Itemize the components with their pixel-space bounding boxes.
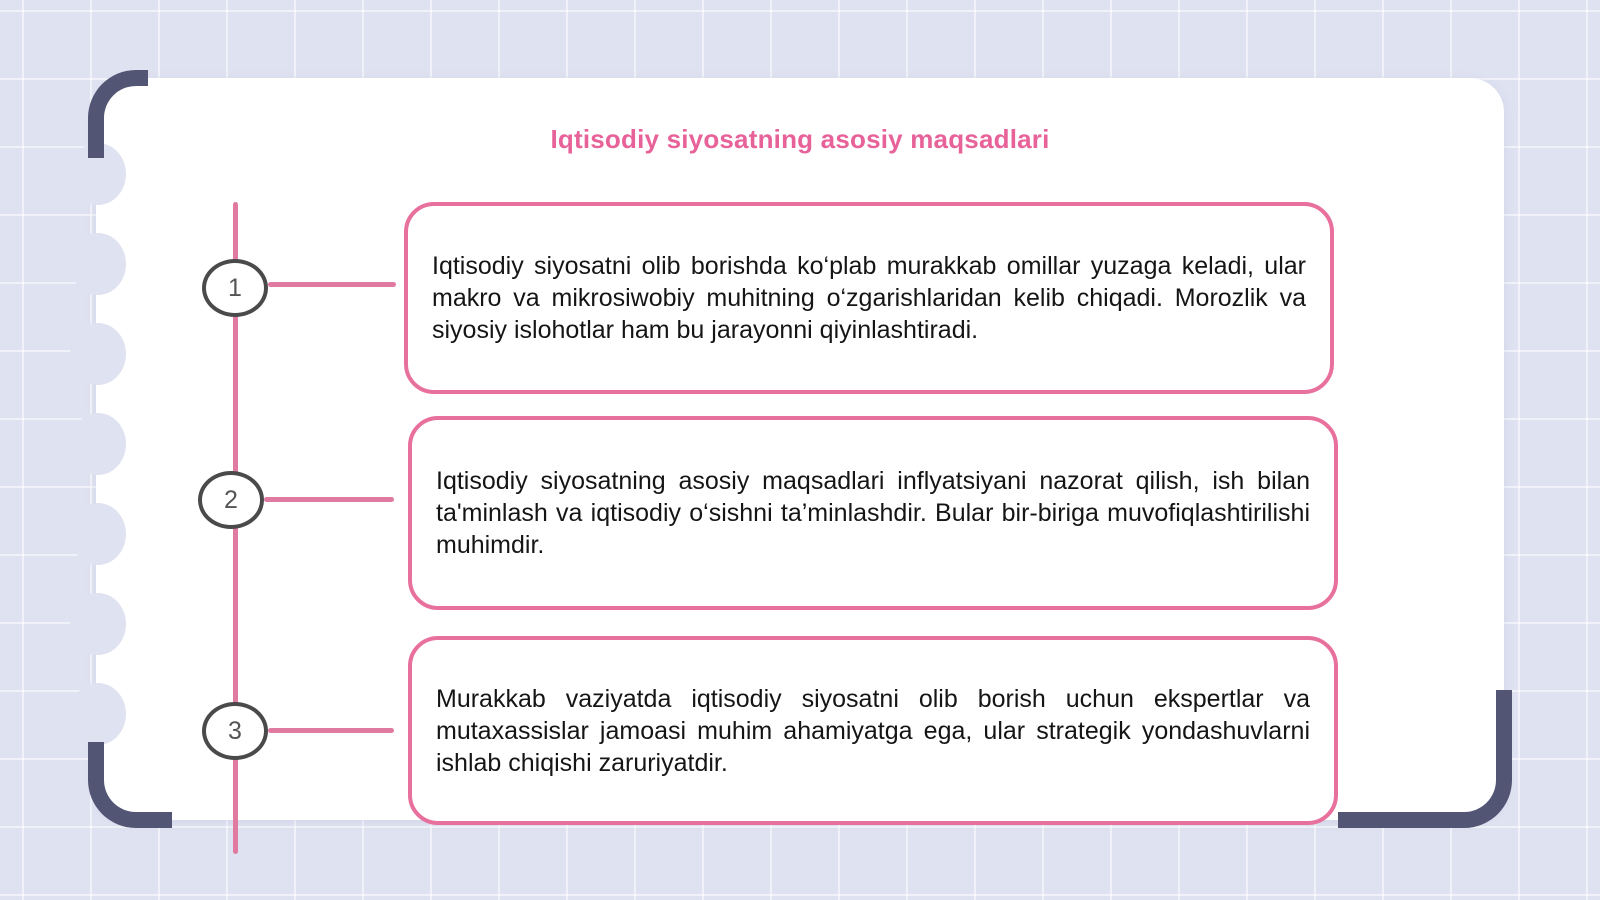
step-3-card (408, 636, 1338, 825)
step-1-text: Iqtisodiy siyosatni olib borishda ko‘plab murakkab omillar yuzaga keladi, ular makro va mikrosiwobiy muhitning o‘zgarishlaridan kelib chiqadi. Morozlik va siyosiy islohotlar ham bu jarayonni qiyinlashtiradi. (432, 252, 1306, 344)
step-1-card (404, 202, 1334, 394)
paper-scallop (70, 413, 126, 475)
step-2-connector (264, 497, 394, 502)
paper-scallop (70, 683, 126, 745)
step-3-connector (268, 728, 394, 733)
corner-bracket-bottom-right (1338, 690, 1512, 828)
paper-scallop (70, 233, 126, 295)
step-2-number-badge: 2 (198, 471, 264, 529)
slide-title: Iqtisodiy siyosatning asosiy maqsadlari (550, 124, 1050, 154)
step-2-text: Iqtisodiy siyosatning asosiy maqsadlari inflyatsiyani nazorat qilish, ish bilan ta'minlash va iqtisodiy o‘sishni ta’minlashdir. Bular bir-biriga muvofiqlashtirilishi muhimdir. (436, 467, 1310, 559)
corner-bracket-bottom-left (88, 742, 172, 828)
step-3-text: Murakkab vaziyatda iqtisodiy siyosatni olib borish uchun ekspertlar va mutaxassislar jamoasi muhim ahamiyatga ega, ular strategik yondashuvlarni ishlab chiqishi zaruriyatdir. (436, 684, 1310, 777)
step-2-card (408, 416, 1338, 610)
step-1-connector (268, 282, 396, 287)
step-3-number-badge: 3 (202, 702, 268, 760)
paper-scallop (70, 323, 126, 385)
step-1-number-badge: 1 (202, 259, 268, 317)
paper-scallop (70, 593, 126, 655)
paper-scallop (70, 503, 126, 565)
